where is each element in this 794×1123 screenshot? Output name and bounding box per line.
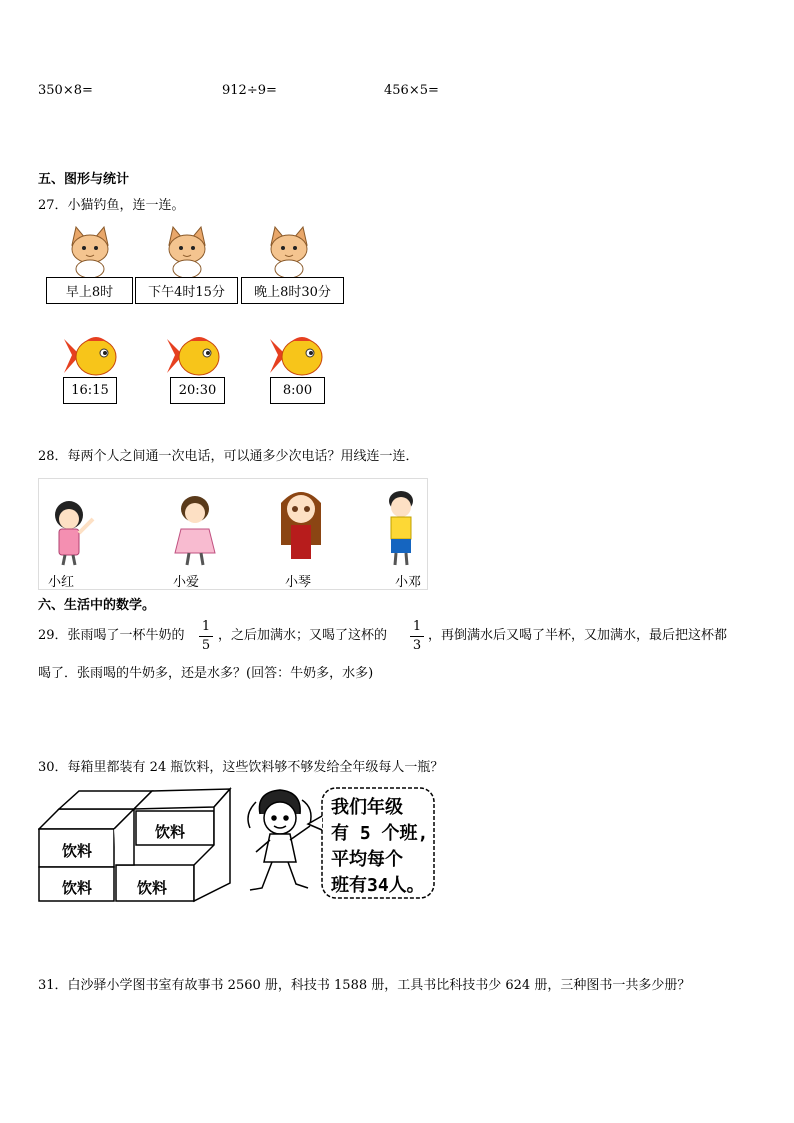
- girl-icon: [275, 485, 327, 567]
- boy-icon: [379, 487, 423, 567]
- question-27: 27．小猫钓鱼，连一连。: [38, 198, 185, 213]
- girl-icon: [167, 491, 223, 567]
- fish-icon: [268, 333, 326, 379]
- box-label: 饮料: [137, 879, 168, 897]
- cat-time-label: 早上8时: [46, 277, 133, 304]
- fraction-numerator: 1: [412, 619, 422, 634]
- question-29-part2: ，之后加满水；又喝了这杯的: [218, 628, 388, 643]
- fraction-denominator: 3: [412, 638, 422, 653]
- speech-line: 我们年级: [331, 797, 403, 818]
- calc-problem-3: 456×5=: [384, 83, 439, 98]
- calc-problem-2: 912÷9=: [222, 83, 277, 98]
- children-panel: [38, 478, 428, 590]
- box-label: 饮料: [62, 879, 93, 897]
- box-label: 饮料: [155, 823, 186, 841]
- cat-time-label: 晚上8时30分: [241, 277, 344, 304]
- speech-text: [331, 795, 428, 899]
- fish-time-label: 8:00: [270, 377, 325, 404]
- speech-line: 平均每个: [331, 849, 403, 870]
- question-29-part3: ，再倒满水后又喝了半杯，又加满水，最后把这杯都: [428, 628, 728, 643]
- fish-icon: [62, 333, 120, 379]
- fish-time-label: 16:15: [63, 377, 117, 404]
- cat-icon: [265, 225, 313, 277]
- cat-time-label: 下午4时15分: [135, 277, 238, 304]
- section-title: 五、图形与统计: [38, 172, 130, 187]
- child-name: 小琴: [285, 575, 312, 590]
- speech-line: 班有34人。: [331, 875, 425, 896]
- fish-time-label: 20:30: [170, 377, 225, 404]
- question-31: 31．白沙驿小学图书室有故事书 2560 册，科技书 1588 册，工具书比科技书少 624 册，三种图书一共多少册？: [38, 978, 691, 993]
- fraction-numerator: 1: [201, 619, 211, 634]
- girl-icon: [43, 497, 101, 567]
- question-29-part1: 29．张雨喝了一杯牛奶的: [38, 628, 185, 643]
- calc-problem-1: 350×8=: [38, 83, 93, 98]
- question-29-line2: 喝了．张雨喝的牛奶多，还是水多？(回答：牛奶多，水多): [38, 666, 374, 681]
- section-title: 六、生活中的数学。: [38, 598, 156, 613]
- question-28: 28．每两个人之间通一次电话，可以通多少次电话？用线连一连．: [38, 449, 419, 464]
- cat-icon: [163, 225, 211, 277]
- child-name: 小爱: [173, 575, 200, 590]
- child-name: 小邓: [395, 575, 422, 590]
- box-label: 饮料: [62, 842, 93, 860]
- speech-line: 有 5 个班,: [331, 823, 429, 844]
- child-name: 小红: [48, 575, 75, 590]
- fraction-denominator: 5: [201, 638, 211, 653]
- fish-icon: [165, 333, 223, 379]
- question-30: 30．每箱里都装有 24 瓶饮料，这些饮料够不够发给全年级每人一瓶？: [38, 760, 444, 775]
- cat-icon: [66, 225, 114, 277]
- fraction: [410, 619, 424, 654]
- fraction: [199, 619, 213, 654]
